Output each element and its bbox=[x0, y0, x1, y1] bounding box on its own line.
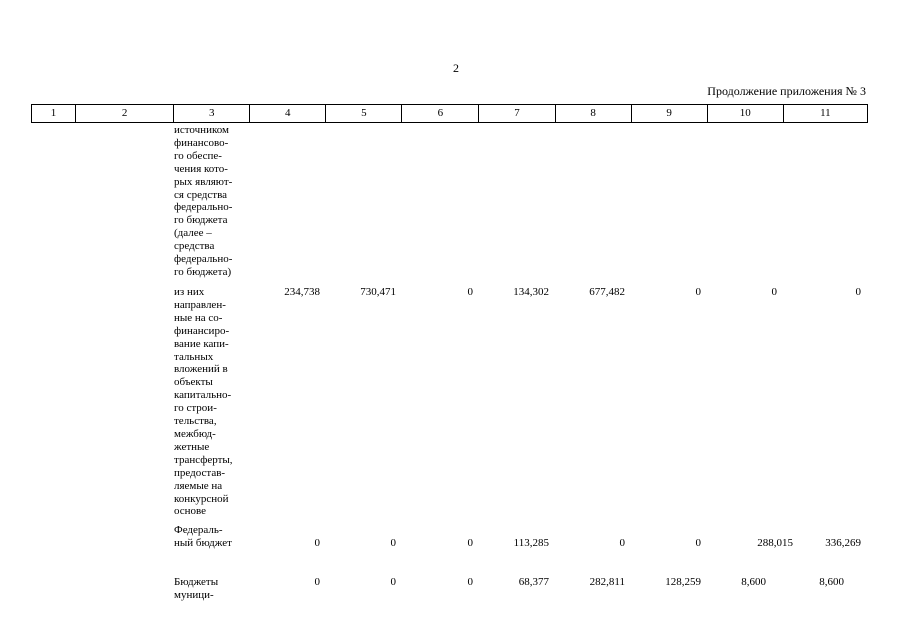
row-value-col7: 113,285 bbox=[513, 537, 549, 549]
row-description: из них направлен- ные на со- финансиро- вание капи- тальных вложений в объекты капитально- го строи- тельства, межбюд- жетные трансферты, предостав- ляемые на конкурсной основе bbox=[174, 286, 233, 518]
row-value-col6: 0 bbox=[467, 537, 473, 549]
header-cell: 2 bbox=[76, 105, 174, 123]
row-value-col10: 0 bbox=[771, 286, 777, 298]
row-value-col7: 68,377 bbox=[518, 576, 549, 588]
row-value-col5: 0 bbox=[390, 576, 396, 588]
row-value-col11: 8,600 bbox=[819, 576, 844, 588]
row-value-col10: 288,015 bbox=[757, 537, 793, 549]
row-value-col8: 0 bbox=[619, 537, 625, 549]
header-cell: 1 bbox=[32, 105, 76, 123]
row-value-col9: 0 bbox=[695, 537, 701, 549]
header-cell: 4 bbox=[250, 105, 326, 123]
header-cell: 9 bbox=[631, 105, 707, 123]
header-row bbox=[32, 105, 868, 123]
row-value-col4: 0 bbox=[314, 537, 320, 549]
row-value-col8: 282,811 bbox=[589, 576, 625, 588]
row-value-col5: 0 bbox=[390, 537, 396, 549]
row-value-col9: 0 bbox=[695, 286, 701, 298]
row-value-col7: 134,302 bbox=[513, 286, 549, 298]
row-value-col6: 0 bbox=[467, 286, 473, 298]
header-cell: 11 bbox=[783, 105, 867, 123]
header-cell: 10 bbox=[707, 105, 783, 123]
row-description: источником финансово- го обеспе- чения кото- рых являют- ся средства федерально- го бюджета (далее – средства федерально- го бюджета) bbox=[174, 124, 233, 278]
row-description: Федераль- ный бюджет bbox=[174, 524, 232, 549]
row-value-col5: 730,471 bbox=[360, 286, 396, 298]
column-number-header bbox=[31, 104, 868, 123]
appendix-continuation-note: Продолжение приложения № 3 bbox=[707, 84, 866, 98]
row-value-col4: 234,738 bbox=[284, 286, 320, 298]
row-description: Бюджеты муници- bbox=[174, 576, 219, 601]
row-value-col4: 0 bbox=[314, 576, 320, 588]
row-value-col11: 336,269 bbox=[825, 537, 861, 549]
row-value-col6: 0 bbox=[467, 576, 473, 588]
header-cell: 7 bbox=[479, 105, 555, 123]
row-value-col11: 0 bbox=[855, 286, 861, 298]
header-cell: 3 bbox=[174, 105, 250, 123]
page-number: 2 bbox=[453, 61, 459, 75]
header-cell: 8 bbox=[555, 105, 631, 123]
row-value-col9: 128,259 bbox=[665, 576, 701, 588]
header-cell: 5 bbox=[326, 105, 402, 123]
header-cell: 6 bbox=[402, 105, 479, 123]
row-value-col8: 677,482 bbox=[589, 286, 625, 298]
row-value-col10: 8,600 bbox=[741, 576, 766, 588]
